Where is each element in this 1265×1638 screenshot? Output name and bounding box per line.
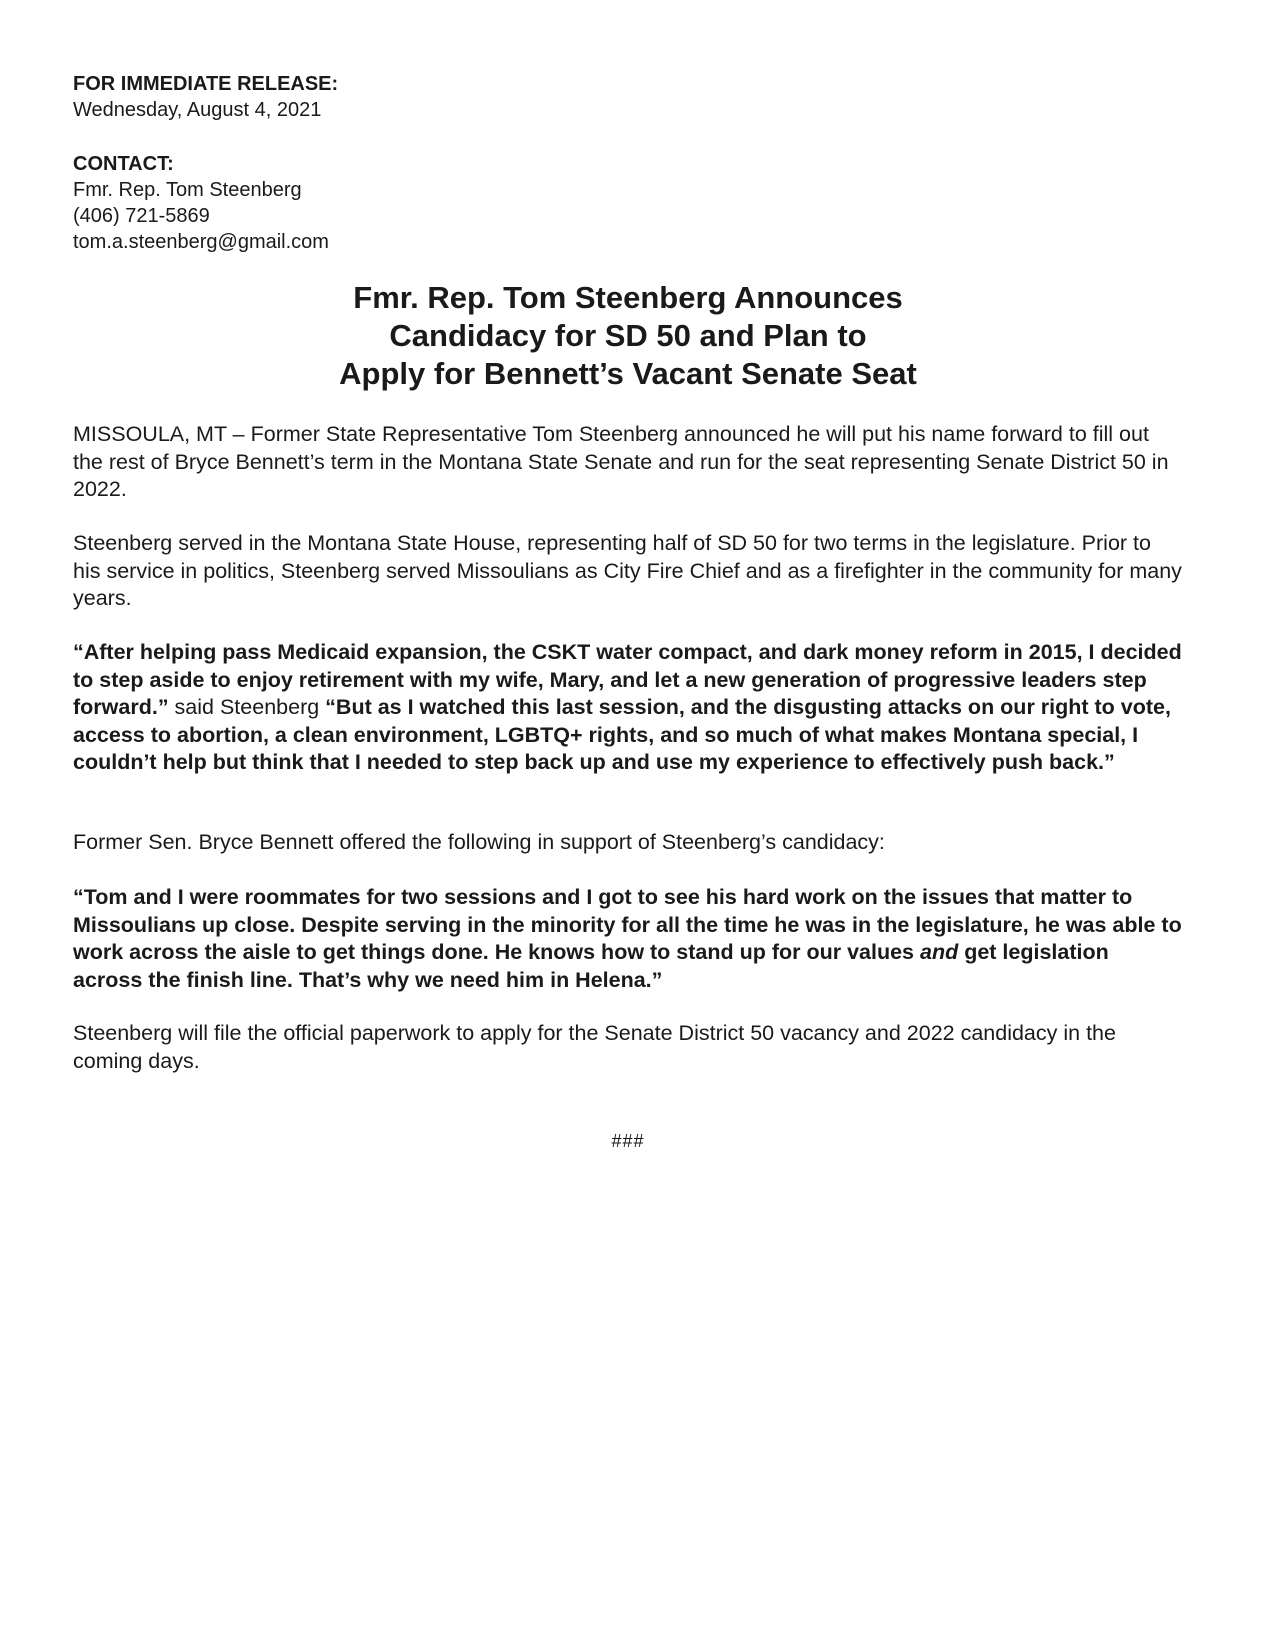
headline — [73, 279, 1183, 393]
end-mark: ### — [611, 1131, 645, 1151]
bennett-quote-part-2: get legislation across the finish line. That’s why we need him in Helena.” — [73, 940, 1109, 992]
paragraph-next-steps: Steenberg will file the official paperwork to apply for the Senate District 50 vacancy and 2022 candidacy in the coming days. — [73, 1021, 1116, 1073]
steenberg-quote — [73, 639, 1183, 777]
paragraph-bennett-intro: Former Sen. Bryce Bennett offered the following in support of Steenberg’s candidacy: — [73, 830, 885, 854]
contact-email: tom.a.steenberg@gmail.com — [73, 231, 329, 253]
paragraph-background: Steenberg served in the Montana State House, representing half of SD 50 for two terms in the legislature. Prior to his service in politics, Steenberg served Missoulians as City Fire Chief and as a firefighter in the community for many years. — [73, 531, 1182, 610]
contact-name: Fmr. Rep. Tom Steenberg — [73, 179, 302, 201]
contact-phone: (406) 721-5869 — [73, 205, 210, 227]
quote-part-1: “After helping pass Medicaid expansion, the CSKT water compact, and dark money reform in 2015, I decided to step aside to enjoy retirement with my wife, Mary, and let a new generation of progressive leaders step forward.” — [73, 640, 1182, 719]
bennett-quote — [73, 884, 1183, 994]
quote-attribution: said Steenberg — [168, 695, 326, 719]
headline-line-2: Candidacy for SD 50 and Plan to — [389, 318, 867, 353]
release-block — [73, 71, 338, 123]
quote-part-2: “But as I watched this last session, and the disgusting attacks on our right to vote, access to abortion, a clean environment, LGBTQ+ rights, and so much of what makes Montana special, I couldn’t help but think that I needed to step back up and use my experience to effectively push back.” — [73, 695, 1171, 774]
release-label: FOR IMMEDIATE RELEASE: — [73, 73, 339, 95]
contact-label: CONTACT: — [73, 153, 174, 175]
paragraph-announcement: MISSOULA, MT – Former State Representative Tom Steenberg announced he will put his name forward to fill out the rest of Bryce Bennett’s term in the Montana State Senate and run for the seat representing Senate District 50 in 2022. — [73, 422, 1169, 501]
headline-line-3: Apply for Bennett’s Vacant Senate Seat — [339, 356, 917, 391]
contact-block — [73, 151, 329, 255]
bennett-quote-part-1: “Tom and I were roommates for two sessions and I got to see his hard work on the issues that matter to Missoulians up close. Despite serving in the minority for all the time he was in the legislature, he was able to work across the aisle to get things done. He knows how to stand up for our values — [73, 885, 1182, 964]
bennett-quote-emphasis: and — [920, 940, 959, 964]
release-date: Wednesday, August 4, 2021 — [73, 99, 322, 121]
headline-line-1: Fmr. Rep. Tom Steenberg Announces — [353, 280, 903, 315]
